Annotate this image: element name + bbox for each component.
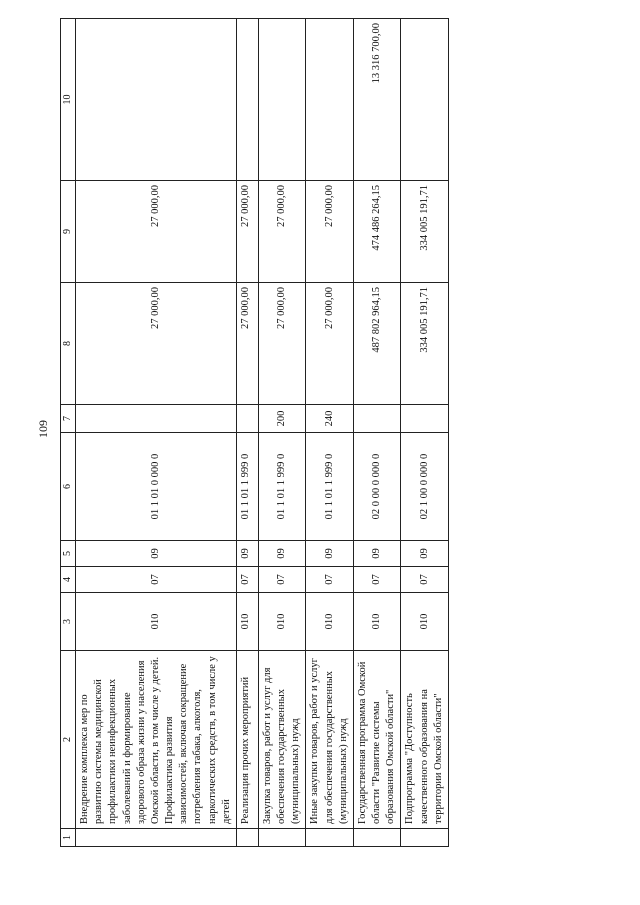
cell-name: Иные закупки товаров, работ и услуг для обеспечения государственных (муниципальных) нужд bbox=[306, 651, 354, 829]
cell-c6: 02 1 00 0 000 0 bbox=[401, 433, 449, 541]
header-cell: 5 bbox=[61, 541, 76, 567]
cell-c10 bbox=[236, 19, 258, 181]
cell-c5: 09 bbox=[76, 541, 237, 567]
cell-c4: 07 bbox=[401, 567, 449, 593]
cell-c3: 010 bbox=[401, 593, 449, 651]
cell-c7: 200 bbox=[258, 405, 306, 433]
cell-c7 bbox=[401, 405, 449, 433]
table-row bbox=[258, 19, 306, 847]
table-row bbox=[76, 19, 237, 847]
cell-c3: 010 bbox=[353, 593, 401, 651]
cell-c9: 334 005 191,71 bbox=[401, 181, 449, 283]
cell-c7 bbox=[353, 405, 401, 433]
cell-col1 bbox=[353, 829, 401, 847]
cell-c10: 13 316 700,00 bbox=[353, 19, 401, 181]
cell-c3: 010 bbox=[236, 593, 258, 651]
cell-col1 bbox=[76, 829, 237, 847]
cell-c3: 010 bbox=[306, 593, 354, 651]
cell-c8: 334 005 191,71 bbox=[401, 283, 449, 405]
cell-c10 bbox=[258, 19, 306, 181]
cell-c9: 27 000,00 bbox=[236, 181, 258, 283]
cell-c9: 27 000,00 bbox=[306, 181, 354, 283]
cell-name: Внедрение комплекса мер по развитию системы медицинской профилактики неинфекционных заболеваний и формирование здорового образа жизни у населения Омской области, в том числе у детей. Профилактика развития зависимостей, включая сокращение потребления табака, алкоголя, наркотических средств, в том числе у детей bbox=[76, 651, 237, 829]
header-cell: 4 bbox=[61, 567, 76, 593]
cell-name: Реализация прочих мероприятий bbox=[236, 651, 258, 829]
budget-table bbox=[60, 18, 449, 847]
cell-c6: 01 1 01 1 999 0 bbox=[236, 433, 258, 541]
header-cell: 9 bbox=[61, 181, 76, 283]
cell-col1 bbox=[258, 829, 306, 847]
cell-c5: 09 bbox=[401, 541, 449, 567]
cell-name: Закупка товаров, работ и услуг для обеспечения государственных (муниципальных) нужд bbox=[258, 651, 306, 829]
cell-c8: 27 000,00 bbox=[236, 283, 258, 405]
header-cell: 6 bbox=[61, 433, 76, 541]
cell-c4: 07 bbox=[236, 567, 258, 593]
cell-name: Государственная программа Омской области "Развитие системы образования Омской области" bbox=[353, 651, 401, 829]
cell-name: Подпрограмма "Доступность качественного образования на территории Омской области" bbox=[401, 651, 449, 829]
cell-c5: 09 bbox=[306, 541, 354, 567]
header-cell: 2 bbox=[61, 651, 76, 829]
header-row bbox=[61, 19, 76, 847]
cell-c9: 27 000,00 bbox=[76, 181, 237, 283]
header-cell: 3 bbox=[61, 593, 76, 651]
cell-c7 bbox=[236, 405, 258, 433]
cell-col1 bbox=[401, 829, 449, 847]
cell-c6: 01 1 01 1 999 0 bbox=[258, 433, 306, 541]
cell-c7 bbox=[76, 405, 237, 433]
cell-c8: 27 000,00 bbox=[306, 283, 354, 405]
cell-c8: 487 802 964,15 bbox=[353, 283, 401, 405]
cell-c4: 07 bbox=[306, 567, 354, 593]
cell-c4: 07 bbox=[353, 567, 401, 593]
cell-c3: 010 bbox=[76, 593, 237, 651]
cell-c9: 27 000,00 bbox=[258, 181, 306, 283]
cell-c6: 01 1 01 0 000 0 bbox=[76, 433, 237, 541]
cell-c6: 02 0 00 0 000 0 bbox=[353, 433, 401, 541]
cell-c10 bbox=[401, 19, 449, 181]
table-row bbox=[353, 19, 401, 847]
cell-c9: 474 486 264,15 bbox=[353, 181, 401, 283]
header-cell: 10 bbox=[61, 19, 76, 181]
table-row bbox=[236, 19, 258, 847]
cell-c3: 010 bbox=[258, 593, 306, 651]
cell-c4: 07 bbox=[258, 567, 306, 593]
header-cell: 7 bbox=[61, 405, 76, 433]
cell-c8: 27 000,00 bbox=[76, 283, 237, 405]
cell-c5: 09 bbox=[258, 541, 306, 567]
budget-table-rotated bbox=[60, 23, 456, 847]
table-row bbox=[306, 19, 354, 847]
table-row bbox=[401, 19, 449, 847]
cell-c5: 09 bbox=[353, 541, 401, 567]
cell-c8: 27 000,00 bbox=[258, 283, 306, 405]
cell-c7: 240 bbox=[306, 405, 354, 433]
page-number: 109 bbox=[36, 420, 50, 438]
header-cell: 8 bbox=[61, 283, 76, 405]
cell-c10 bbox=[76, 19, 237, 181]
cell-col1 bbox=[236, 829, 258, 847]
cell-col1 bbox=[306, 829, 354, 847]
header-cell: 1 bbox=[61, 829, 76, 847]
cell-c6: 01 1 01 1 999 0 bbox=[306, 433, 354, 541]
cell-c5: 09 bbox=[236, 541, 258, 567]
cell-c10 bbox=[306, 19, 354, 181]
cell-c4: 07 bbox=[76, 567, 237, 593]
